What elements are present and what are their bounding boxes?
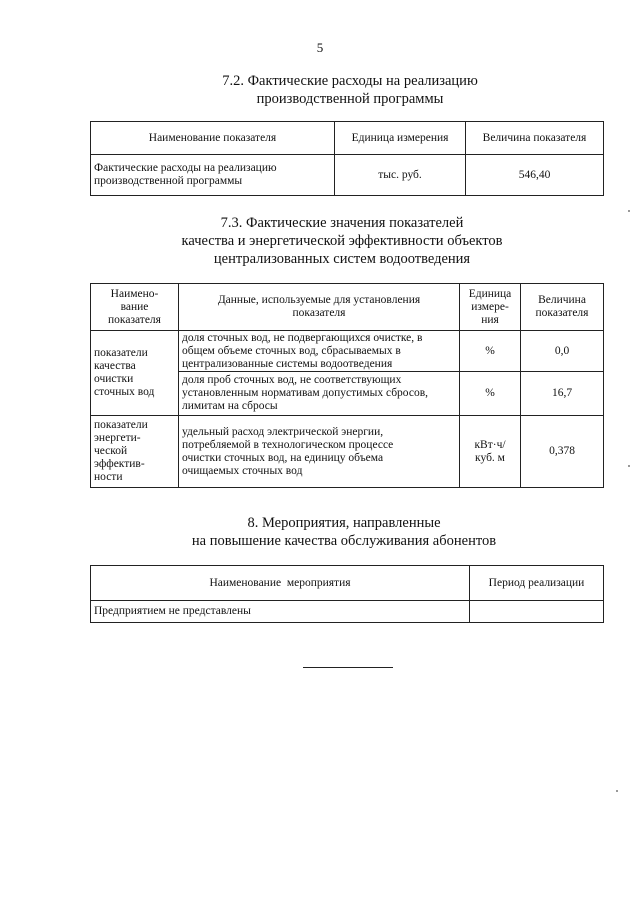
table-row <box>91 155 604 196</box>
section-7-3-title-line: 7.3. Фактические значения показателей <box>220 215 464 231</box>
cell-line: куб. м <box>475 451 505 464</box>
value-cell: 0,0 <box>521 331 604 372</box>
cell-line: доля проб сточных вод, не соответствующих <box>182 374 402 386</box>
cell-line: производственной программы <box>94 175 243 187</box>
indicator-name-cell <box>91 155 335 196</box>
header-unit <box>460 284 521 331</box>
unit-cell: % <box>460 372 521 416</box>
header-line: Величина <box>538 294 586 306</box>
header-line: показателя <box>108 313 161 326</box>
cell-line: ности <box>94 471 123 483</box>
quality-indicators-table <box>90 283 604 488</box>
cell-line: установленным нормативам допустимых сбросов, <box>182 387 428 399</box>
section-8-title-line: 8. Мероприятия, направленные <box>247 515 441 531</box>
header-unit: Единица измерения <box>335 122 466 155</box>
header-line: показателя <box>292 307 346 319</box>
group-name-cell <box>91 331 179 416</box>
header-data <box>179 284 460 331</box>
page-number: 5 <box>316 40 324 55</box>
header-line: показателя <box>535 307 589 319</box>
table-row <box>91 331 604 372</box>
cell-line: показатели <box>94 419 148 431</box>
value-cell: 0,378 <box>521 416 604 488</box>
header-line: ния <box>481 313 499 326</box>
cell-line: очищаемых сточных вод <box>182 464 303 477</box>
expenses-table <box>90 121 604 196</box>
table-row <box>91 416 604 488</box>
unit-cell: % <box>460 331 521 372</box>
cell-line: показатели <box>94 347 148 359</box>
value-cell: 16,7 <box>521 372 604 416</box>
cell-line: очистки сточных вод, на единицу объема <box>182 451 384 464</box>
data-cell <box>179 331 460 372</box>
cell-line: удельный расход электрической энергии, <box>182 425 384 438</box>
section-8-title-line: на повышение качества обслуживания абонентов <box>191 533 497 549</box>
table-row <box>91 601 604 623</box>
cell-line: Фактические расходы на реализацию <box>94 162 277 174</box>
value-cell: 546,40 <box>466 155 604 196</box>
closing-rule <box>303 667 393 668</box>
header-line: Данные, используемые для установления <box>217 294 421 306</box>
section-7-2-title-line: 7.2. Фактические расходы на реализацию <box>222 73 478 89</box>
cell-line: сточных вод <box>94 386 155 398</box>
header-line: Наимено- <box>110 287 159 300</box>
table-header-row <box>91 122 604 155</box>
period-cell <box>470 601 604 623</box>
header-period: Период реализации <box>470 566 604 601</box>
cell-line: очистки <box>94 373 134 385</box>
section-7-3-title-line: качества и энергетической эффективности объектов <box>181 233 503 249</box>
unit-cell: тыс. руб. <box>335 155 466 196</box>
table-header-row <box>91 566 604 601</box>
cell-line: эффектив- <box>94 458 145 470</box>
measure-name-cell: Предприятием не представлены <box>91 601 470 623</box>
header-indicator-name: Наименование показателя <box>91 122 335 155</box>
section-8-title <box>0 514 640 550</box>
section-7-2-title <box>0 72 640 108</box>
scan-speck <box>628 210 630 212</box>
header-line: вание <box>120 300 149 313</box>
cell-line: доля сточных вод, не подвергающихся очистке, в <box>182 331 423 344</box>
table-header-row <box>91 284 604 331</box>
group-name-cell <box>91 416 179 488</box>
cell-line: общем объеме сточных вод, сбрасываемых в <box>182 344 401 357</box>
cell-line: централизованные системы водоотведения <box>182 357 393 370</box>
measures-table <box>90 565 604 623</box>
header-measure-name: Наименование мероприятия <box>91 566 470 601</box>
header-value: Величина показателя <box>466 122 604 155</box>
section-7-3-title <box>0 214 640 268</box>
cell-line: качества <box>94 360 136 372</box>
section-7-2-title-line: производственной программы <box>256 91 444 107</box>
cell-line: энергети- <box>94 432 141 444</box>
cell-line: кВт·ч/ <box>474 438 506 451</box>
data-cell <box>179 416 460 488</box>
cell-line: потребляемой в технологическом процессе <box>182 438 394 451</box>
header-line: Единица <box>468 287 512 300</box>
header-indicator-name <box>91 284 179 331</box>
cell-line: лимитам на сбросы <box>182 400 278 412</box>
scan-speck <box>616 790 618 792</box>
section-7-3-title-line: централизованных систем водоотведения <box>213 251 471 267</box>
unit-cell <box>460 416 521 488</box>
header-line: измере- <box>471 300 509 313</box>
scan-speck <box>628 465 630 467</box>
header-value <box>521 284 604 331</box>
data-cell <box>179 372 460 416</box>
cell-line: ческой <box>94 445 128 457</box>
